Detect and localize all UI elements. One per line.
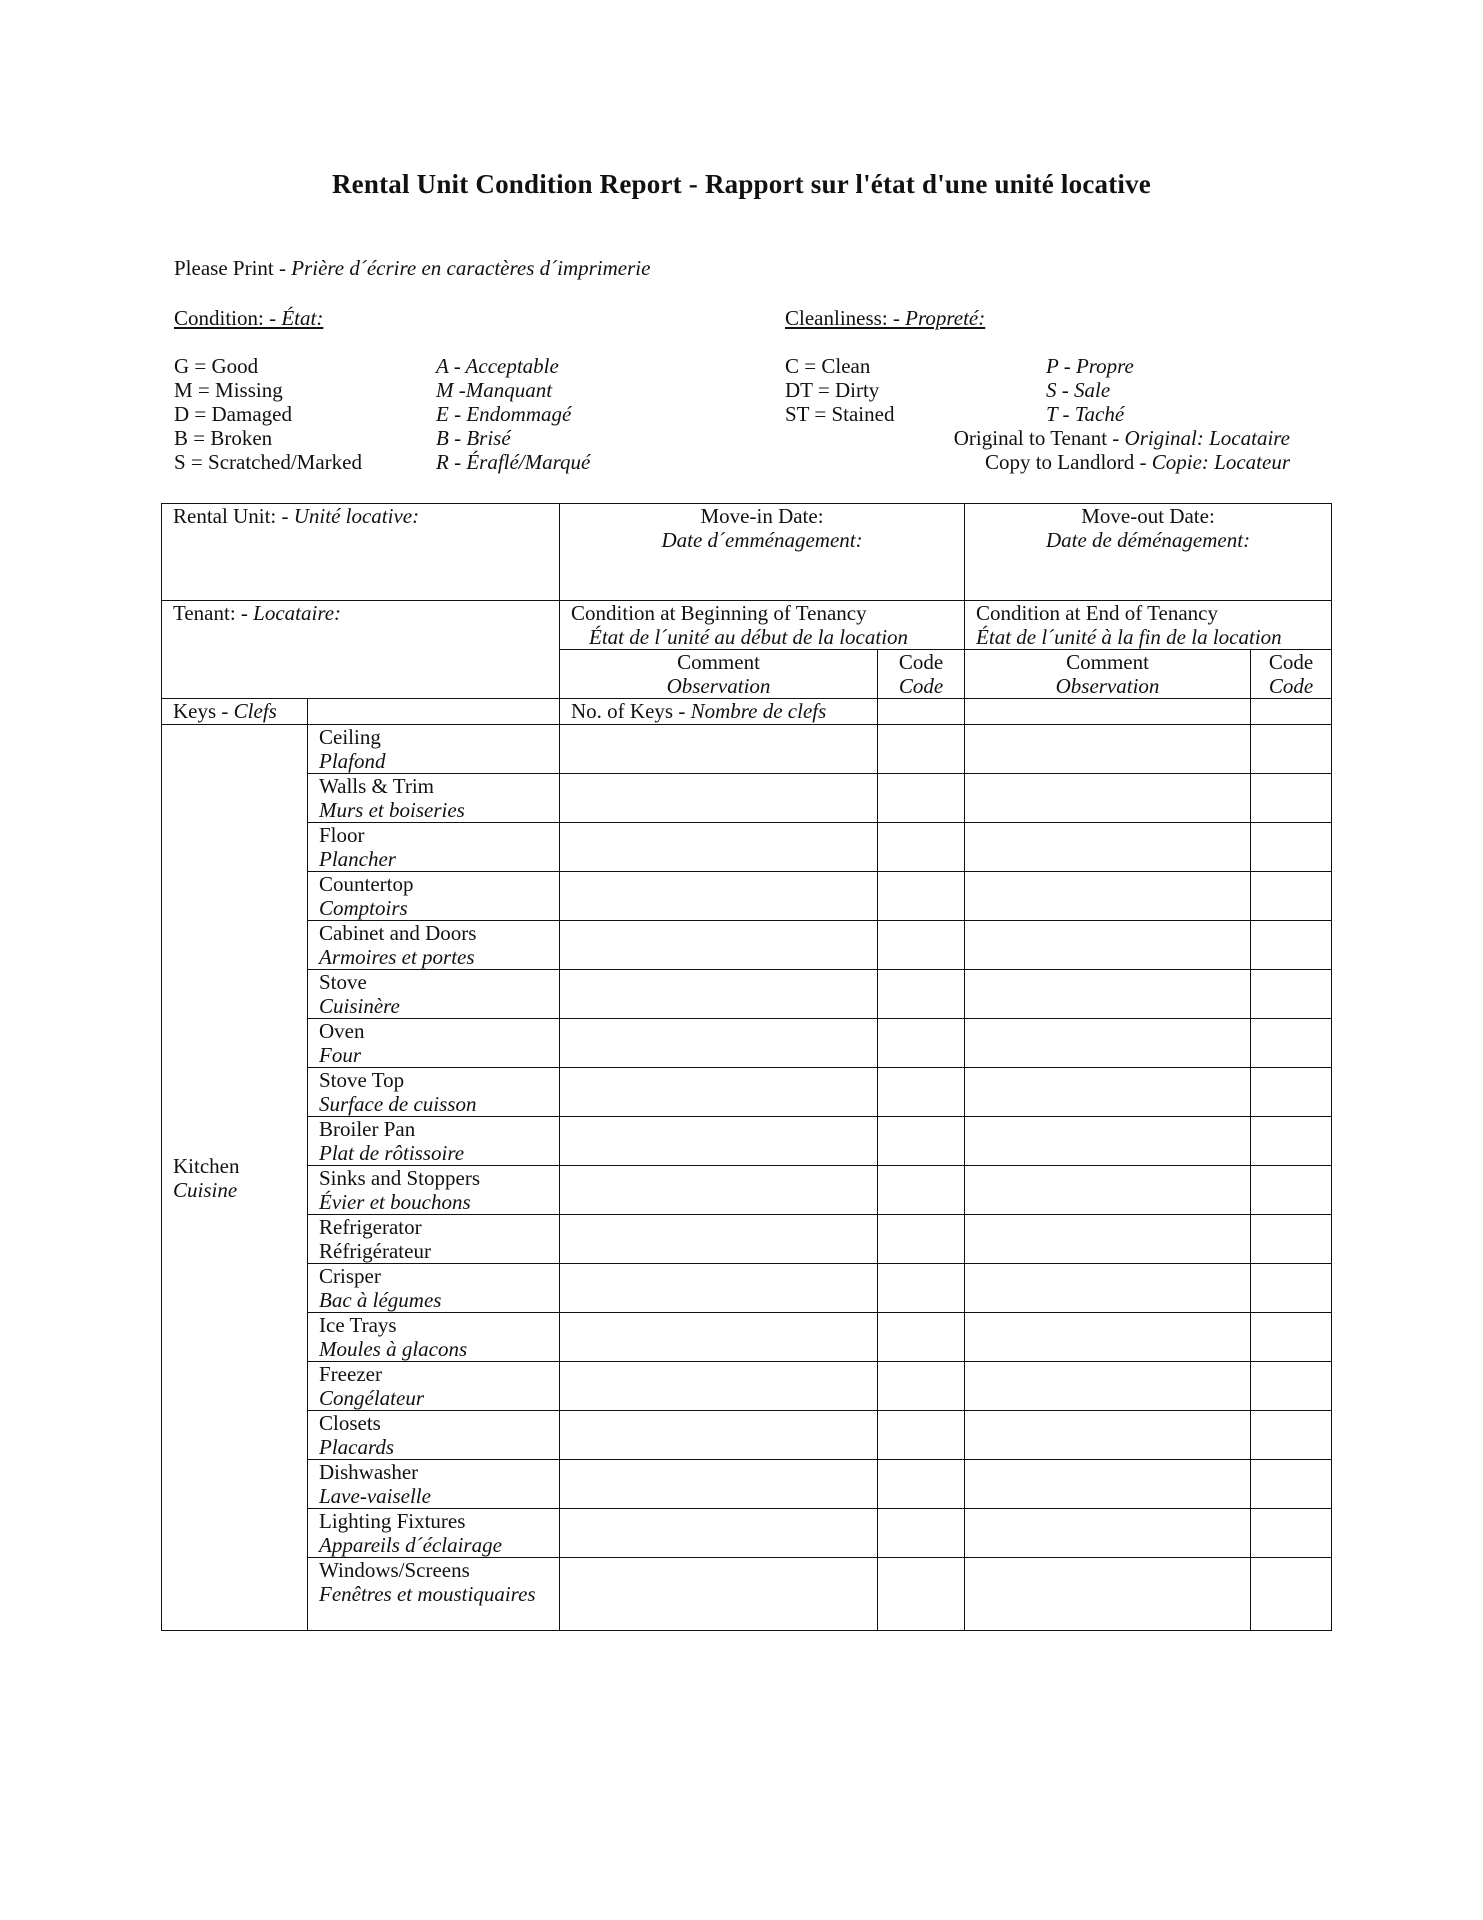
item-en: Sinks and Stoppers (319, 1166, 481, 1190)
begin-comment-cell[interactable] (560, 1264, 878, 1313)
begin-comment-cell[interactable] (560, 725, 878, 774)
move-in-label-fr: Date d´emménagement: (661, 528, 863, 552)
item-en: Closets (319, 1411, 381, 1435)
end-tenancy-heading (965, 601, 1332, 650)
end-code-cell[interactable] (1251, 725, 1332, 774)
room-label-en: Kitchen (173, 1153, 240, 1178)
end-code-cell[interactable] (1251, 1509, 1332, 1558)
begin-code-cell[interactable] (878, 1558, 965, 1631)
item-stove-top (308, 1068, 560, 1117)
end-comment-cell[interactable] (965, 872, 1251, 921)
item-en: Freezer (319, 1362, 382, 1386)
begin-comment-cell[interactable] (560, 1166, 878, 1215)
item-en: Stove (319, 970, 367, 994)
begin-comment-cell[interactable] (560, 872, 878, 921)
item-lighting-fixtures (308, 1509, 560, 1558)
num-keys-begin-code[interactable] (878, 699, 965, 725)
item-windows-screens (308, 1558, 560, 1631)
tenant-label-fr: Locataire: (253, 601, 342, 625)
move-in-label-en: Move-in Date: (700, 504, 824, 528)
end-code-cell[interactable] (1251, 1215, 1332, 1264)
end-code-fr: Code (1268, 674, 1314, 698)
begin-code-cell[interactable] (878, 1019, 965, 1068)
item-en: Lighting Fixtures (319, 1509, 466, 1533)
end-comment-cell[interactable] (965, 1166, 1251, 1215)
item-stove (308, 970, 560, 1019)
begin-comment-cell[interactable] (560, 1117, 878, 1166)
print-instruction (174, 256, 650, 280)
table-row (162, 1362, 1332, 1411)
item-fr: Surface de cuisson (319, 1092, 477, 1116)
end-comment-cell[interactable] (965, 1264, 1251, 1313)
begin-comment-cell[interactable] (560, 1509, 878, 1558)
item-fr: Murs et boiseries (319, 798, 465, 822)
table-row (162, 1460, 1332, 1509)
item-floor (308, 823, 560, 872)
end-comment-en: Comment (1066, 650, 1149, 674)
end-code-cell[interactable] (1251, 1117, 1332, 1166)
end-comment-cell[interactable] (965, 1215, 1251, 1264)
table-row (162, 1215, 1332, 1264)
item-countertop (308, 872, 560, 921)
keys-label (162, 699, 308, 725)
begin-comment-cell[interactable] (560, 823, 878, 872)
table-row (162, 1558, 1332, 1631)
condition-codes-fr (436, 354, 590, 474)
copy-tenant-fr: Original: Locataire (1124, 426, 1290, 450)
end-code-cell[interactable] (1251, 1313, 1332, 1362)
table-row (162, 970, 1332, 1019)
end-code-cell[interactable] (1251, 1460, 1332, 1509)
item-en: Refrigerator (319, 1215, 422, 1239)
room-label-fr: Cuisine (173, 1177, 238, 1202)
table-row (162, 921, 1332, 970)
begin-comment-fr: Observation (666, 674, 771, 698)
item-fr: Placards (319, 1435, 395, 1459)
item-fr: Plancher (319, 847, 396, 871)
begin-comment-cell[interactable] (560, 1215, 878, 1264)
begin-code-cell[interactable] (878, 1313, 965, 1362)
code-good: G = Good (174, 354, 259, 378)
move-out-label-en: Move-out Date: (1081, 504, 1215, 528)
end-comment-fr: Observation (1055, 674, 1160, 698)
code-sale: S - Sale (1046, 378, 1111, 402)
condition-heading-fr: État: (281, 306, 324, 330)
condition-codes-en (174, 354, 362, 474)
end-tenancy-en: Condition at End of Tenancy (976, 601, 1218, 625)
begin-tenancy-en: Condition at Beginning of Tenancy (571, 601, 867, 625)
end-comment-cell[interactable] (965, 1019, 1251, 1068)
table-row (162, 872, 1332, 921)
end-comment-cell[interactable] (965, 725, 1251, 774)
num-keys-en: No. of Keys - (571, 699, 691, 723)
begin-comment-cell[interactable] (560, 774, 878, 823)
end-code-en: Code (1268, 650, 1314, 674)
item-closets (308, 1411, 560, 1460)
item-en: Floor (319, 823, 365, 847)
cleanliness-codes-en (785, 354, 894, 426)
num-keys-begin[interactable] (560, 699, 878, 725)
table-row (162, 1019, 1332, 1068)
table-row (162, 725, 1332, 774)
item-fr: Appareils d´éclairage (319, 1533, 502, 1557)
item-fr: Fenêtres et moustiquaires (319, 1582, 536, 1606)
item-en: Countertop (319, 872, 414, 896)
code-erafle: R - Éraflé/Marqué (436, 450, 591, 474)
keys-label-fr: Clefs (233, 699, 277, 723)
move-out-label-fr: Date de déménagement: (1045, 528, 1251, 552)
end-comment-cell[interactable] (965, 1509, 1251, 1558)
item-fr: Comptoirs (319, 896, 408, 920)
item-fr: Lave-vaiselle (319, 1484, 431, 1508)
begin-code-cell[interactable] (878, 1117, 965, 1166)
end-comment-cell[interactable] (965, 1068, 1251, 1117)
code-missing: M = Missing (174, 378, 283, 402)
begin-code-cell[interactable] (878, 1166, 965, 1215)
begin-code-fr: Code (898, 674, 944, 698)
item-en: Ceiling (319, 725, 381, 749)
begin-comment-en: Comment (677, 650, 760, 674)
code-tache: T - Taché (1046, 402, 1125, 426)
condition-table (161, 503, 1332, 1631)
table-row (162, 1411, 1332, 1460)
begin-code-cell[interactable] (878, 1215, 965, 1264)
item-fr: Plat de rôtissoire (319, 1141, 465, 1165)
begin-code-cell[interactable] (878, 1264, 965, 1313)
item-fr: Plafond (319, 749, 386, 773)
copy-landlord (985, 450, 1290, 474)
code-stained: ST = Stained (785, 402, 895, 426)
num-keys-fr: Nombre de clefs (690, 699, 827, 723)
item-fr: Réfrigérateur (319, 1239, 431, 1263)
tenant-label-en: Tenant: - (173, 601, 254, 625)
item-en: Walls & Trim (319, 774, 435, 798)
end-code-cell[interactable] (1251, 1362, 1332, 1411)
move-out-date-field[interactable] (965, 504, 1332, 601)
end-comment-cell[interactable] (965, 1558, 1251, 1631)
end-comment-cell[interactable] (965, 921, 1251, 970)
table-row (162, 1264, 1332, 1313)
room-kitchen (162, 725, 308, 1631)
cleanliness-heading-fr: Propreté: (905, 306, 986, 330)
item-en: Dishwasher (319, 1460, 419, 1484)
begin-comment-cell[interactable] (560, 921, 878, 970)
begin-comment-cell[interactable] (560, 1460, 878, 1509)
begin-code-cell[interactable] (878, 1362, 965, 1411)
begin-code-en: Code (898, 650, 944, 674)
end-code-cell[interactable] (1251, 1264, 1332, 1313)
end-code-cell[interactable] (1251, 970, 1332, 1019)
begin-comment-cell[interactable] (560, 1411, 878, 1460)
table-row (162, 1313, 1332, 1362)
code-propre: P - Propre (1046, 354, 1134, 378)
begin-code-cell[interactable] (878, 823, 965, 872)
header-row-tenant (162, 601, 1332, 650)
begin-code-cell[interactable] (878, 1509, 965, 1558)
item-en: Crisper (319, 1264, 381, 1288)
print-note-en: Please Print - (174, 256, 292, 280)
end-tenancy-fr: État de l´unité à la fin de la location (976, 625, 1282, 649)
end-comment-cell[interactable] (965, 970, 1251, 1019)
keys-row (162, 699, 1332, 725)
end-code-cell[interactable] (1251, 823, 1332, 872)
item-fr: Congélateur (319, 1386, 424, 1410)
begin-tenancy-heading (560, 601, 965, 650)
end-comment-cell[interactable] (965, 1411, 1251, 1460)
item-fr: Four (319, 1043, 361, 1067)
table-row (162, 1166, 1332, 1215)
item-en: Cabinet and Doors (319, 921, 477, 945)
begin-comment-cell[interactable] (560, 970, 878, 1019)
copy-landlord-en: Copy to Landlord - (984, 450, 1152, 474)
end-code-cell[interactable] (1251, 1068, 1332, 1117)
begin-comment-cell[interactable] (560, 1313, 878, 1362)
item-broiler-pan (308, 1117, 560, 1166)
header-row-dates (162, 504, 1332, 601)
end-comment-cell[interactable] (965, 1362, 1251, 1411)
item-fr: Bac à légumes (319, 1288, 442, 1312)
begin-code-cell[interactable] (878, 970, 965, 1019)
num-keys-end-code[interactable] (1251, 699, 1332, 725)
code-dirty: DT = Dirty (785, 378, 880, 402)
copy-tenant-en: Original to Tenant - (953, 426, 1125, 450)
end-code-cell[interactable] (1251, 1411, 1332, 1460)
item-dishwasher (308, 1460, 560, 1509)
end-comment-cell[interactable] (965, 823, 1251, 872)
table-row (162, 1117, 1332, 1166)
table-row (162, 823, 1332, 872)
item-fr: Moules à glacons (319, 1337, 468, 1361)
item-en: Stove Top (319, 1068, 405, 1092)
end-comment-cell[interactable] (965, 774, 1251, 823)
item-en: Ice Trays (319, 1313, 397, 1337)
item-en: Oven (319, 1019, 365, 1043)
rental-unit-field[interactable] (162, 504, 560, 601)
item-fr: Cuisinère (319, 994, 400, 1018)
code-broken: B = Broken (174, 426, 273, 450)
item-fr: Armoires et portes (319, 945, 475, 969)
end-code-cell[interactable] (1251, 1558, 1332, 1631)
tenant-field[interactable] (162, 601, 560, 699)
page-title: Rental Unit Condition Report - Rapport sur l'état d'une unité locative (331, 169, 1151, 199)
begin-code-cell[interactable] (878, 1460, 965, 1509)
item-ceiling (308, 725, 560, 774)
code-damaged: D = Damaged (174, 402, 292, 426)
keys-label-en: Keys - (173, 699, 234, 723)
end-comment-cell[interactable] (965, 1313, 1251, 1362)
code-endommage: E - Endommagé (436, 402, 572, 426)
item-cabinet-doors (308, 921, 560, 970)
begin-comment-cell[interactable] (560, 1068, 878, 1117)
item-freezer (308, 1362, 560, 1411)
begin-tenancy-fr: État de l´unité au début de la location (589, 625, 909, 649)
copy-tenant (954, 426, 1290, 450)
item-refrigerator (308, 1215, 560, 1264)
begin-code-header (878, 650, 965, 699)
code-acceptable: A - Acceptable (436, 354, 559, 378)
end-code-cell[interactable] (1251, 921, 1332, 970)
item-crisper (308, 1264, 560, 1313)
copy-landlord-fr: Copie: Locateur (1151, 450, 1290, 474)
begin-code-cell[interactable] (878, 725, 965, 774)
table-row (162, 1068, 1332, 1117)
begin-comment-cell[interactable] (560, 1362, 878, 1411)
end-comment-cell[interactable] (965, 1117, 1251, 1166)
table-row (162, 774, 1332, 823)
end-code-cell[interactable] (1251, 774, 1332, 823)
print-note-fr: Prière d´écrire en caractères d´imprimerie (291, 256, 651, 280)
end-code-cell[interactable] (1251, 1019, 1332, 1068)
condition-heading (174, 306, 323, 330)
item-en: Broiler Pan (319, 1117, 416, 1141)
code-manquant: M -Manquant (436, 378, 553, 402)
item-en: Windows/Screens (319, 1558, 470, 1582)
end-code-cell[interactable] (1251, 872, 1332, 921)
code-clean: C = Clean (785, 354, 871, 378)
item-walls-trim (308, 774, 560, 823)
begin-code-cell[interactable] (878, 1068, 965, 1117)
begin-code-cell[interactable] (878, 921, 965, 970)
move-in-date-field[interactable] (560, 504, 965, 601)
begin-code-cell[interactable] (878, 1411, 965, 1460)
cleanliness-heading-en: Cleanliness: - (785, 306, 906, 330)
item-fr: Évier et bouchons (319, 1190, 471, 1214)
cleanliness-heading (785, 306, 985, 330)
code-brise: B - Brisé (436, 426, 511, 450)
num-keys-end[interactable] (965, 699, 1251, 725)
item-oven (308, 1019, 560, 1068)
item-sinks-stoppers (308, 1166, 560, 1215)
table-row (162, 1509, 1332, 1558)
rental-unit-label-en: Rental Unit: - (173, 504, 294, 528)
begin-comment-header (560, 650, 878, 699)
end-comment-cell[interactable] (965, 1460, 1251, 1509)
cleanliness-codes-fr (1046, 354, 1134, 426)
end-comment-header (965, 650, 1251, 699)
begin-comment-cell[interactable] (560, 1558, 878, 1631)
end-code-cell[interactable] (1251, 1166, 1332, 1215)
begin-comment-cell[interactable] (560, 1019, 878, 1068)
begin-code-cell[interactable] (878, 774, 965, 823)
item-ice-trays (308, 1313, 560, 1362)
end-code-header (1251, 650, 1332, 699)
keys-blank[interactable] (308, 699, 560, 725)
begin-code-cell[interactable] (878, 872, 965, 921)
rental-unit-label-fr: Unité locative: (293, 504, 420, 528)
code-scratched: S = Scratched/Marked (174, 450, 362, 474)
condition-heading-en: Condition: - (174, 306, 282, 330)
